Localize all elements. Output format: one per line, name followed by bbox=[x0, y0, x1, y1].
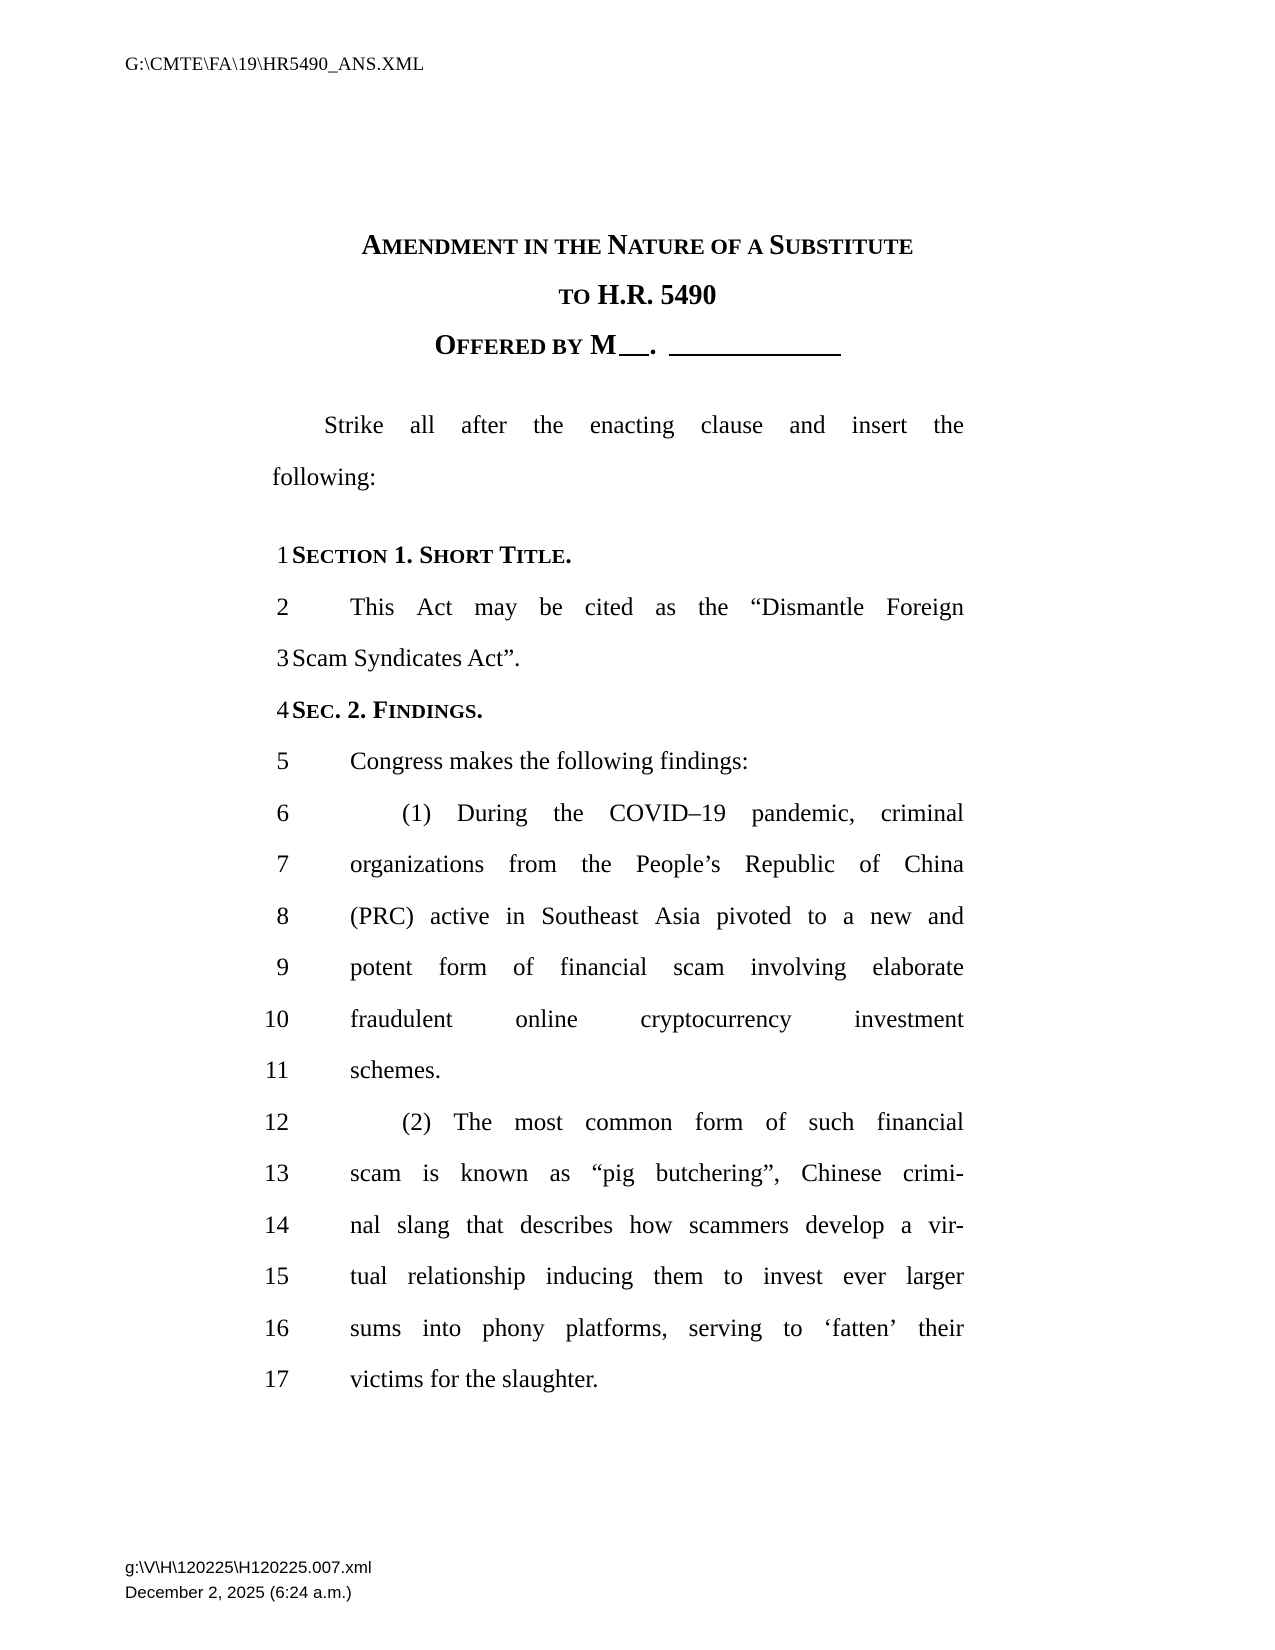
sponsor-name-blank[interactable] bbox=[619, 334, 649, 356]
line-number: 9 bbox=[276, 954, 289, 981]
title-l1-p8: A bbox=[747, 234, 764, 259]
heading-glyph: G bbox=[449, 700, 466, 723]
body-word: Southeast bbox=[541, 902, 639, 930]
body-word: the bbox=[553, 799, 584, 827]
title-l2-to: TO bbox=[558, 284, 591, 309]
heading-glyph: R bbox=[465, 546, 480, 568]
document-line bbox=[0, 530, 1275, 582]
body-word: Asia bbox=[654, 902, 701, 930]
document-line bbox=[0, 1251, 1275, 1303]
body-word: scammers bbox=[688, 1211, 789, 1239]
amendment-title-line-2 bbox=[0, 282, 1275, 310]
body-text-line bbox=[292, 942, 964, 994]
body-word: crimi- bbox=[902, 1160, 964, 1187]
body-word: “pig bbox=[591, 1160, 635, 1187]
title-l1-p2: MENDMENT bbox=[381, 234, 518, 259]
heading-glyph: L bbox=[537, 546, 552, 568]
sponsor-period: . bbox=[649, 330, 657, 361]
body-word: their bbox=[918, 1314, 964, 1342]
body-word: invest bbox=[763, 1263, 823, 1290]
body-word: online bbox=[515, 1005, 578, 1033]
instruction-word: insert bbox=[851, 412, 908, 439]
heading-glyph: . bbox=[476, 696, 483, 724]
body-text-line bbox=[292, 1097, 964, 1149]
body-word: cited bbox=[584, 593, 634, 621]
body-word: serving bbox=[688, 1314, 763, 1342]
body-text-line bbox=[292, 839, 964, 891]
body-word: (1) bbox=[402, 799, 432, 827]
body-text-line bbox=[292, 891, 964, 943]
body-word: criminal bbox=[880, 799, 964, 827]
line-number: 2 bbox=[276, 593, 289, 621]
body-word: is bbox=[422, 1160, 440, 1187]
heading-glyph: T bbox=[499, 542, 516, 569]
document-line bbox=[0, 685, 1275, 737]
body-word: active bbox=[429, 902, 490, 930]
body-word: The bbox=[453, 1108, 493, 1136]
line-number: 15 bbox=[264, 1263, 289, 1290]
body-word: new bbox=[870, 902, 912, 930]
body-text-line: schemes. bbox=[350, 1057, 441, 1084]
line-number: 13 bbox=[264, 1160, 289, 1187]
footer-timestamp: December 2, 2025 (6:24 a.m.) bbox=[125, 1582, 352, 1602]
body-word: sums bbox=[350, 1314, 402, 1342]
body-word: most bbox=[514, 1108, 563, 1136]
body-word: financial bbox=[876, 1108, 964, 1136]
body-word: scam bbox=[673, 954, 725, 981]
body-word: fraudulent bbox=[350, 1005, 453, 1033]
line-number: 16 bbox=[264, 1314, 289, 1342]
body-word: them bbox=[653, 1263, 704, 1290]
document-line bbox=[0, 891, 1275, 943]
title-l3-p3: BY bbox=[551, 334, 584, 359]
body-word: ‘fatten’ bbox=[823, 1314, 898, 1342]
heading-glyph: F bbox=[372, 696, 389, 724]
body-word: pandemic, bbox=[751, 799, 856, 827]
body-word: organizations bbox=[350, 851, 485, 878]
document-line bbox=[0, 1354, 1275, 1406]
heading-glyph: . bbox=[406, 542, 413, 569]
document-line bbox=[0, 633, 1275, 685]
body-word: of bbox=[513, 954, 534, 981]
body-word: (2) bbox=[402, 1108, 432, 1136]
heading-glyph: S bbox=[465, 700, 477, 723]
instruction-word: clause bbox=[700, 412, 764, 439]
title-l1-p4: THE bbox=[554, 234, 602, 259]
body-word: China bbox=[904, 851, 964, 878]
title-l1-p3: IN bbox=[523, 234, 549, 259]
title-l1-p9: S bbox=[769, 230, 785, 261]
body-word: that bbox=[466, 1211, 504, 1239]
document-line bbox=[0, 1097, 1275, 1149]
document-line bbox=[0, 788, 1275, 840]
amendment-title-line-1 bbox=[0, 232, 1275, 260]
document-line bbox=[0, 1148, 1275, 1200]
title-l1-p6: ATURE bbox=[627, 234, 705, 259]
heading-glyph: N bbox=[434, 700, 449, 723]
body-word: a bbox=[842, 902, 855, 930]
body-word: investment bbox=[854, 1005, 964, 1033]
body-text-line bbox=[292, 582, 964, 634]
body-word: describes bbox=[520, 1211, 614, 1239]
body-text-line: victims for the slaughter. bbox=[350, 1366, 599, 1393]
instruction-word: all bbox=[409, 412, 435, 439]
title-l3-p1: O bbox=[434, 330, 457, 361]
body-word: to bbox=[723, 1263, 743, 1290]
title-l3-p2: FFERED bbox=[456, 334, 547, 359]
line-number: 8 bbox=[276, 902, 289, 930]
line-number: 14 bbox=[264, 1211, 289, 1239]
body-word: to bbox=[807, 902, 827, 930]
heading-glyph: I bbox=[348, 546, 357, 568]
body-word: During bbox=[456, 799, 528, 827]
line-number: 3 bbox=[276, 645, 289, 672]
title-l1-p1: A bbox=[361, 230, 382, 261]
body-text-line bbox=[292, 1251, 964, 1303]
body-text-line bbox=[292, 994, 964, 1046]
instruction-word: after bbox=[461, 412, 507, 439]
body-word: People’s bbox=[635, 851, 721, 878]
body-word: slang bbox=[396, 1211, 450, 1239]
body-word: be bbox=[539, 593, 563, 621]
body-word: a bbox=[900, 1211, 912, 1239]
body-word: the bbox=[697, 593, 729, 621]
body-word: of bbox=[859, 851, 881, 878]
body-word: common bbox=[585, 1108, 673, 1136]
instruction-word: and bbox=[789, 412, 826, 439]
body-word: financial bbox=[559, 954, 648, 981]
heading-glyph: D bbox=[411, 700, 427, 723]
body-word: cryptocurrency bbox=[640, 1005, 792, 1033]
body-word: may bbox=[474, 593, 518, 621]
body-text-line: Scam Syndicates Act”. bbox=[292, 645, 521, 672]
body-word: Chinese bbox=[801, 1160, 882, 1187]
body-word: This bbox=[350, 593, 395, 621]
body-word: form bbox=[438, 954, 488, 981]
instruction-paragraph bbox=[272, 412, 964, 516]
body-word: Republic bbox=[744, 851, 836, 878]
body-word: (PRC) bbox=[350, 902, 414, 930]
document-line bbox=[0, 994, 1275, 1046]
body-word: platforms, bbox=[565, 1314, 668, 1342]
heading-glyph: 1 bbox=[393, 542, 407, 569]
instruction-word: the bbox=[533, 412, 564, 439]
line-number: 4 bbox=[276, 696, 289, 724]
heading-glyph: O bbox=[356, 546, 373, 568]
heading-glyph: . bbox=[360, 696, 367, 724]
heading-glyph: H bbox=[433, 546, 450, 568]
heading-glyph: T bbox=[524, 546, 538, 568]
body-word: Act bbox=[416, 593, 453, 621]
body-word: elaborate bbox=[872, 954, 964, 981]
line-number: 1 bbox=[276, 542, 289, 569]
body-word: phony bbox=[482, 1314, 545, 1342]
line-number: 5 bbox=[276, 748, 289, 775]
body-word: to bbox=[783, 1314, 803, 1342]
instruction-line-2: following: bbox=[272, 464, 377, 491]
heading-glyph: S bbox=[292, 542, 307, 569]
body-word: pivoted bbox=[716, 902, 792, 930]
instruction-word: enacting bbox=[589, 412, 675, 439]
body-word: into bbox=[422, 1314, 462, 1342]
section-heading bbox=[292, 530, 964, 584]
heading-glyph: . bbox=[565, 542, 572, 569]
amendment-offered-by-line bbox=[0, 332, 1275, 360]
bill-number: H.R. 5490 bbox=[597, 280, 717, 311]
body-word: as bbox=[549, 1160, 571, 1187]
line-number: 11 bbox=[264, 1057, 289, 1084]
body-word: COVID–19 bbox=[609, 799, 727, 827]
heading-glyph: C bbox=[319, 546, 335, 568]
body-word: the bbox=[581, 851, 612, 878]
section-heading bbox=[292, 685, 964, 739]
line-number: 10 bbox=[264, 1005, 289, 1033]
sponsor-fill-blank[interactable] bbox=[669, 334, 841, 356]
title-l1-p7: OF bbox=[710, 234, 742, 259]
line-number: 17 bbox=[264, 1366, 289, 1393]
body-word: develop bbox=[805, 1211, 885, 1239]
document-line bbox=[0, 1045, 1275, 1097]
document-header-path: G:\CMTE\FA\19\HR5490_ANS.XML bbox=[125, 54, 425, 75]
heading-glyph: S bbox=[419, 542, 434, 569]
body-text-line: Congress makes the following findings: bbox=[350, 748, 749, 775]
line-number: 12 bbox=[264, 1108, 289, 1136]
body-word: tual bbox=[350, 1263, 388, 1290]
instruction-line-1 bbox=[272, 412, 964, 464]
body-word: in bbox=[505, 902, 526, 930]
body-word: potent bbox=[350, 954, 413, 981]
body-word: relationship bbox=[407, 1263, 526, 1290]
heading-glyph: E bbox=[551, 546, 566, 568]
heading-glyph: N bbox=[396, 700, 412, 723]
heading-glyph: S bbox=[292, 696, 307, 724]
body-word: inducing bbox=[545, 1263, 634, 1290]
body-word: scam bbox=[350, 1160, 402, 1187]
document-line bbox=[0, 1303, 1275, 1355]
instruction-word: the bbox=[933, 412, 964, 439]
body-word: of bbox=[765, 1108, 787, 1136]
body-word: Foreign bbox=[886, 593, 964, 621]
document-line bbox=[0, 736, 1275, 788]
numbered-body bbox=[0, 530, 1275, 1406]
body-word: nal bbox=[350, 1211, 381, 1239]
line-number: 7 bbox=[276, 851, 289, 878]
body-text-line bbox=[292, 788, 964, 840]
body-word: from bbox=[508, 851, 558, 878]
body-word: as bbox=[655, 593, 677, 621]
heading-glyph: . bbox=[334, 696, 342, 724]
heading-glyph: O bbox=[449, 546, 466, 568]
body-word: form bbox=[694, 1108, 744, 1136]
heading-glyph: T bbox=[334, 546, 349, 568]
instruction-word: Strike bbox=[324, 412, 384, 439]
body-word: ever bbox=[842, 1263, 886, 1290]
body-word: such bbox=[808, 1108, 855, 1136]
heading-glyph: C bbox=[319, 700, 335, 723]
heading-glyph: I bbox=[388, 700, 397, 723]
body-word: larger bbox=[906, 1263, 964, 1290]
body-word: known bbox=[460, 1160, 529, 1187]
body-text-line bbox=[292, 1200, 964, 1252]
heading-glyph: N bbox=[372, 546, 388, 568]
heading-glyph: E bbox=[306, 700, 320, 723]
heading-glyph: 2 bbox=[347, 696, 361, 724]
sponsor-prefix: M bbox=[590, 330, 617, 361]
document-footer bbox=[125, 1556, 372, 1605]
heading-glyph: I bbox=[515, 546, 525, 568]
title-l1-p10: UBSTITUTE bbox=[784, 234, 914, 259]
title-l1-p5: N bbox=[607, 230, 628, 261]
body-word: how bbox=[629, 1211, 673, 1239]
footer-file-path: g:\V\H\120225\H120225.007.xml bbox=[125, 1558, 372, 1577]
document-line bbox=[0, 942, 1275, 994]
body-text-line bbox=[292, 1303, 964, 1355]
body-text-line bbox=[292, 1148, 964, 1200]
body-word: butchering”, bbox=[655, 1160, 781, 1187]
body-word: involving bbox=[750, 954, 847, 981]
heading-glyph: T bbox=[479, 546, 494, 568]
body-word: and bbox=[927, 902, 964, 930]
document-line bbox=[0, 582, 1275, 634]
document-line bbox=[0, 839, 1275, 891]
body-word: vir- bbox=[928, 1211, 964, 1239]
title-block bbox=[0, 232, 1275, 360]
body-word: “Dismantle bbox=[750, 593, 865, 621]
line-number: 6 bbox=[276, 799, 289, 827]
document-line bbox=[0, 1200, 1275, 1252]
heading-glyph: I bbox=[426, 700, 435, 723]
heading-glyph: E bbox=[306, 546, 320, 568]
